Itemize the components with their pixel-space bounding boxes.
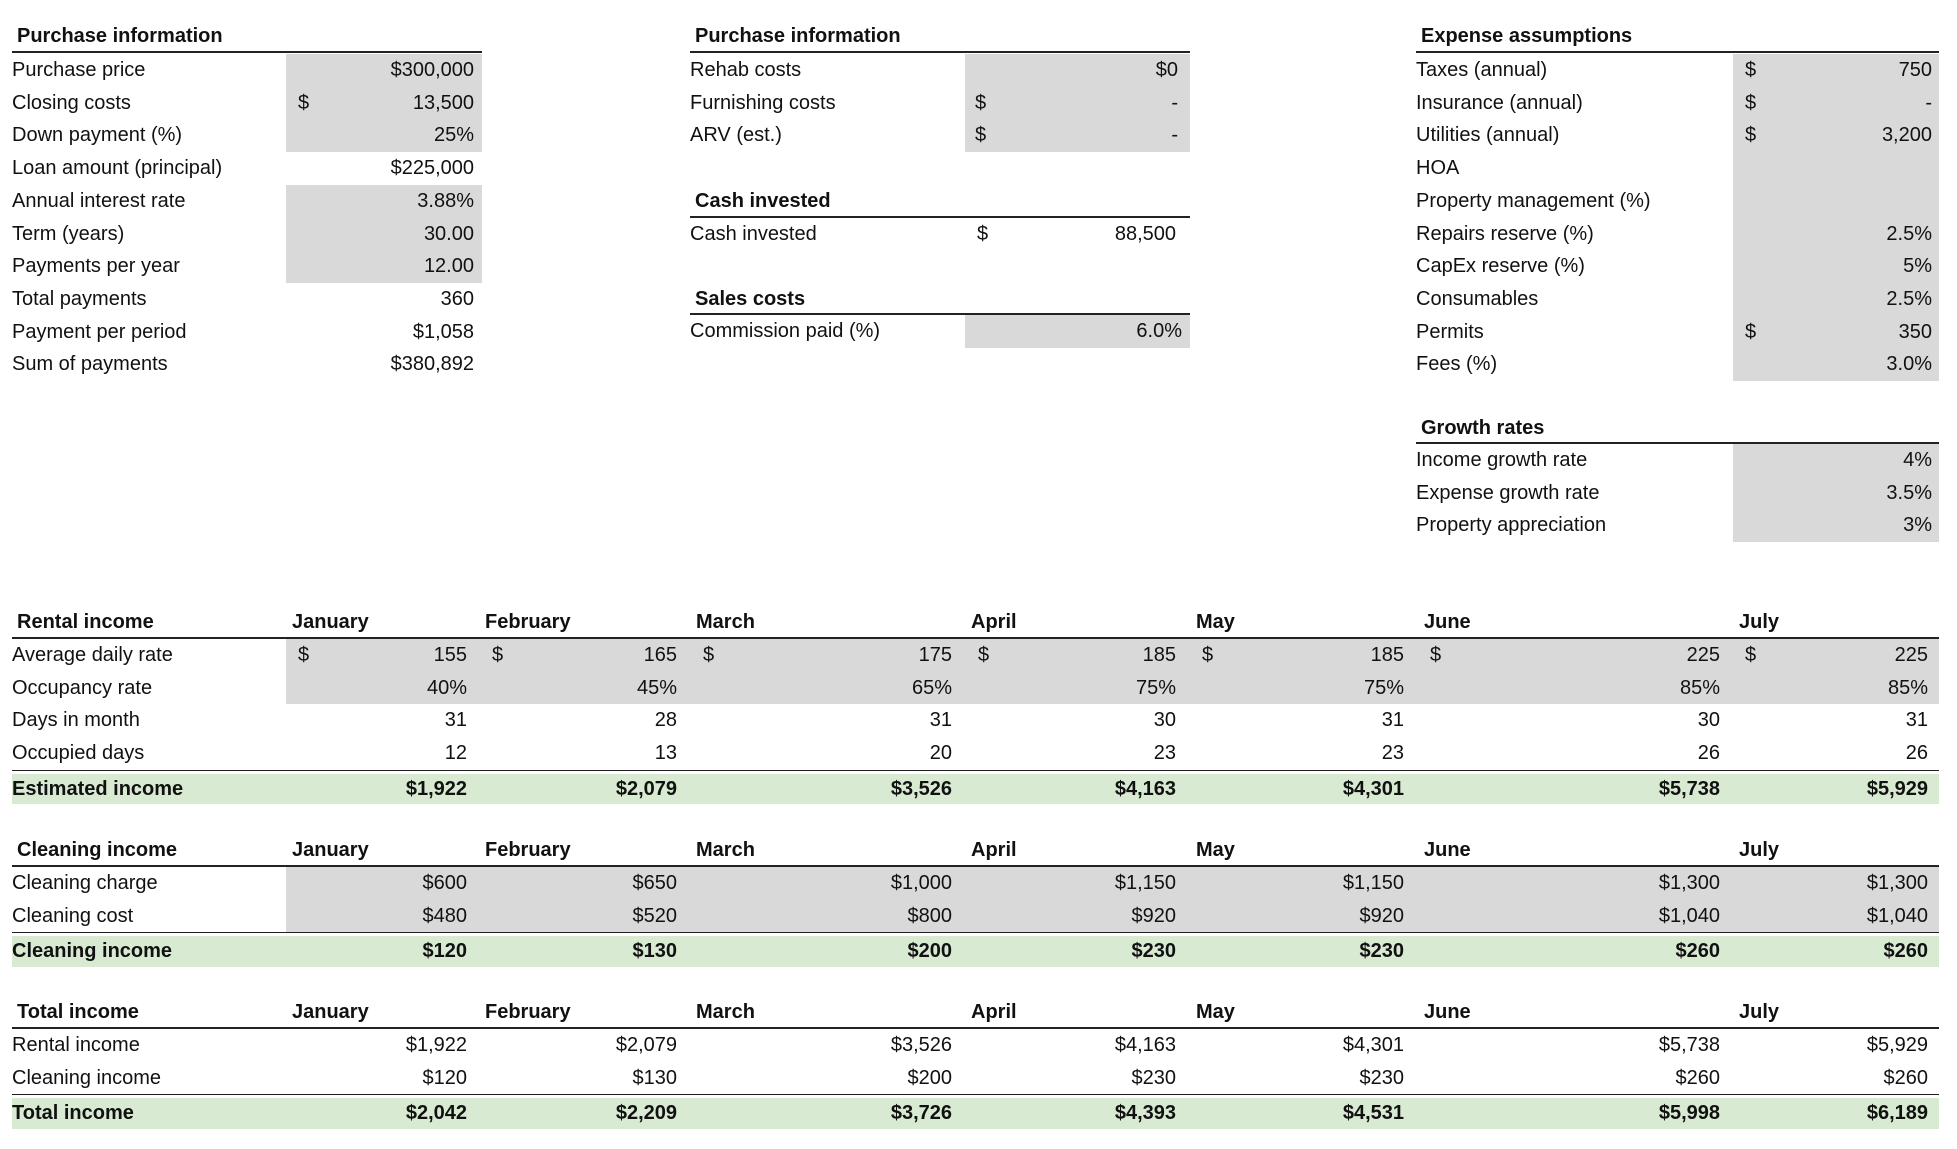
- rental-row-value: 31: [444, 709, 467, 732]
- cleaning-row-value[interactable]: $800: [907, 904, 952, 927]
- total-income-row-value: $130: [632, 1066, 677, 1089]
- cash-invested-label: Cash invested: [690, 223, 817, 245]
- month-header: January: [292, 1001, 369, 1023]
- month-header: February: [485, 611, 571, 633]
- purchase-row-value[interactable]: 25%: [433, 124, 474, 147]
- rental-row-value[interactable]: 85%: [1679, 676, 1720, 699]
- growth-rates-title: Growth rates: [1421, 417, 1545, 439]
- rental-row-value: 26: [1697, 742, 1720, 765]
- month-header: May: [1196, 1001, 1235, 1023]
- rental-row-value[interactable]: 45%: [636, 676, 677, 699]
- purchase-row-label: Payment per period: [12, 320, 187, 343]
- currency-symbol: $: [975, 124, 987, 147]
- cleaning-income-total-value: $260: [1883, 940, 1928, 963]
- rental-row-value: 26: [1905, 742, 1928, 765]
- total-income-row-value: $4,163: [1114, 1034, 1176, 1056]
- purchase-row-value[interactable]: -: [1171, 91, 1178, 114]
- rental-income-title: Rental income: [17, 611, 154, 633]
- rental-row-label: Occupancy rate: [12, 676, 153, 699]
- purchase-row-label: Rehab costs: [690, 59, 802, 81]
- expense-row-label: Property management (%): [1416, 189, 1651, 212]
- month-header: June: [1424, 1001, 1471, 1023]
- purchase-row-label: Down payment (%): [12, 124, 183, 147]
- rental-row-value[interactable]: 155: [433, 644, 467, 666]
- expense-row-label: Permits: [1416, 320, 1484, 343]
- expense-row-value[interactable]: 2.5%: [1886, 222, 1932, 245]
- total-income-title: Total income: [17, 1001, 139, 1023]
- total-income-row-value: $5,738: [1658, 1034, 1720, 1056]
- purchase-info-title: Purchase information: [17, 25, 223, 47]
- currency-symbol: $: [298, 91, 310, 114]
- expense-row-label: HOA: [1416, 157, 1460, 180]
- rental-row-value: 13: [654, 742, 677, 765]
- month-header: January: [292, 839, 369, 861]
- purchase-row-value: $225,000: [390, 157, 474, 180]
- expense-row-value[interactable]: [1712, 152, 1932, 185]
- estimated-income-value: $3,526: [890, 777, 952, 800]
- purchase-row-label: Total payments: [12, 287, 147, 310]
- total-income-row-value: $200: [907, 1066, 952, 1089]
- cleaning-row-value[interactable]: $920: [1131, 904, 1176, 927]
- rental-row-label: Days in month: [12, 709, 140, 732]
- month-header: March: [696, 611, 755, 633]
- currency-symbol: $: [1745, 124, 1757, 147]
- estimated-income-value: $5,929: [1866, 777, 1928, 800]
- total-income-row-value: $120: [422, 1066, 467, 1089]
- currency-symbol: $: [703, 644, 715, 666]
- currency-symbol: $: [492, 644, 504, 666]
- rental-row-value[interactable]: 225: [1686, 644, 1720, 666]
- purchase-row-value[interactable]: -: [1171, 124, 1178, 147]
- purchase-row-value: 360: [440, 287, 474, 310]
- month-header: January: [292, 611, 369, 633]
- rental-row-value: 23: [1153, 742, 1176, 765]
- growth-row-value[interactable]: 4%: [1903, 449, 1932, 471]
- currency-symbol: $: [975, 91, 987, 114]
- currency-symbol: $: [1745, 644, 1757, 666]
- rental-row-value: 30: [1697, 709, 1720, 732]
- month-header: July: [1739, 611, 1780, 633]
- estimated-income-value: $2,079: [615, 777, 677, 800]
- rental-row-value[interactable]: 75%: [1363, 676, 1404, 699]
- purchase-row-label: Sum of payments: [12, 353, 168, 376]
- cleaning-income-total-value: $130: [632, 940, 677, 963]
- total-income-row-value: $260: [1883, 1066, 1928, 1089]
- cleaning-row-value[interactable]: $1,150: [1342, 872, 1404, 894]
- month-header: April: [971, 1001, 1017, 1023]
- expense-row-value[interactable]: 2.5%: [1886, 287, 1932, 310]
- cleaning-income-total-value: $230: [1131, 940, 1176, 963]
- cash-invested-title: Cash invested: [695, 190, 831, 212]
- total-income-row-value: $2,079: [615, 1034, 677, 1056]
- purchase-row-value: $380,892: [390, 353, 474, 376]
- total-income-row-label: Rental income: [12, 1034, 140, 1056]
- rental-row-value: 31: [1905, 709, 1928, 732]
- rental-row-value[interactable]: 185: [1370, 644, 1404, 666]
- total-income-row-value: $230: [1131, 1066, 1176, 1089]
- currency-symbol: $: [1745, 59, 1757, 81]
- month-header: June: [1424, 611, 1471, 633]
- cash-invested-value: 88,500: [1114, 223, 1176, 245]
- cleaning-income-total-value: $120: [422, 940, 467, 963]
- header-rule: [12, 51, 482, 53]
- cleaning-row-value[interactable]: $1,150: [1114, 872, 1176, 894]
- cleaning-row-value[interactable]: $1,300: [1658, 872, 1720, 894]
- total-income-row-value: $230: [1359, 1066, 1404, 1089]
- cleaning-row-value[interactable]: $1,000: [890, 872, 952, 894]
- purchase-row-value[interactable]: $300,000: [390, 59, 474, 81]
- expense-row-label: Taxes (annual): [1416, 59, 1548, 81]
- month-header: July: [1739, 1001, 1780, 1023]
- growth-row-label: Income growth rate: [1416, 449, 1588, 471]
- purchase-row-value[interactable]: 3.88%: [417, 189, 474, 212]
- rental-row-value: 12: [444, 742, 467, 765]
- growth-row-value[interactable]: 3%: [1903, 514, 1932, 537]
- month-header: June: [1424, 839, 1471, 861]
- cleaning-row-value[interactable]: $600: [422, 872, 467, 894]
- expense-row-value[interactable]: 3,200: [1881, 124, 1932, 147]
- expense-row-label: Insurance (annual): [1416, 91, 1583, 114]
- rental-row-value[interactable]: 40%: [426, 676, 467, 699]
- expense-row-value[interactable]: 350: [1898, 320, 1932, 343]
- rental-row-value[interactable]: 85%: [1887, 676, 1928, 699]
- estimated-income-value: $4,163: [1114, 777, 1176, 800]
- purchase-row-value[interactable]: $0: [1155, 59, 1178, 81]
- cleaning-row-value[interactable]: $920: [1359, 904, 1404, 927]
- expense-row-label: Fees (%): [1416, 353, 1498, 376]
- total-income-value: $2,042: [405, 1102, 467, 1125]
- month-header: March: [696, 1001, 755, 1023]
- purchase-row-value: $1,058: [412, 320, 474, 343]
- cleaning-income-total-value: $230: [1359, 940, 1404, 963]
- expense-row-value[interactable]: 5%: [1903, 255, 1932, 278]
- purchase-row-label: Purchase price: [12, 59, 146, 81]
- commission-value[interactable]: 6.0%: [1136, 320, 1182, 342]
- month-header: May: [1196, 611, 1235, 633]
- rental-row-value: 30: [1153, 709, 1176, 732]
- rental-row-value[interactable]: 75%: [1135, 676, 1176, 699]
- month-header: May: [1196, 839, 1235, 861]
- total-income-value: $2,209: [615, 1102, 677, 1125]
- total-income-row-label: Cleaning income: [12, 1066, 161, 1089]
- total-income-row-value: $4,301: [1342, 1034, 1404, 1056]
- expense-row-label: Repairs reserve (%): [1416, 222, 1594, 245]
- cleaning-row-value[interactable]: $520: [632, 904, 677, 927]
- total-income-label: Total income: [12, 1102, 134, 1125]
- purchase-row-label: Loan amount (principal): [12, 157, 223, 180]
- purchase-row-label: Closing costs: [12, 91, 131, 114]
- expense-row-value[interactable]: [1712, 185, 1932, 218]
- expense-row-label: Consumables: [1416, 287, 1539, 310]
- rental-row-label: Average daily rate: [12, 644, 173, 666]
- expense-row-value[interactable]: 750: [1898, 59, 1932, 81]
- currency-symbol: $: [1202, 644, 1214, 666]
- header-rule: [1416, 51, 1939, 53]
- purchase-row-value[interactable]: 13,500: [412, 91, 474, 114]
- cleaning-row-value[interactable]: $480: [422, 904, 467, 927]
- rental-row-value[interactable]: 65%: [911, 676, 952, 699]
- cleaning-row-value[interactable]: $1,040: [1658, 904, 1720, 927]
- sales-costs-title: Sales costs: [695, 288, 806, 310]
- purchase-row-label: Furnishing costs: [690, 91, 836, 114]
- total-income-value: $5,998: [1658, 1102, 1720, 1125]
- total-income-value: $4,393: [1114, 1102, 1176, 1125]
- cleaning-row-value[interactable]: $650: [632, 872, 677, 894]
- total-income-row-value: $1,922: [405, 1034, 467, 1056]
- purchase-row-label: Term (years): [12, 222, 125, 245]
- cleaning-income-total-label: Cleaning income: [12, 940, 173, 963]
- estimated-income-label: Estimated income: [12, 777, 184, 800]
- estimated-income-value: $1,922: [405, 777, 467, 800]
- month-header: February: [485, 1001, 571, 1023]
- purchase-row-value[interactable]: 12.00: [423, 255, 474, 278]
- purchase-info-title: Purchase information: [695, 25, 901, 47]
- month-header: April: [971, 611, 1017, 633]
- total-income-row-value: $3,526: [890, 1034, 952, 1056]
- total-income-value: $6,189: [1866, 1102, 1928, 1125]
- month-header: February: [485, 839, 571, 861]
- total-income-row-value: $5,929: [1866, 1034, 1928, 1056]
- currency-symbol: $: [1745, 320, 1757, 343]
- rental-row-value: 31: [1381, 709, 1404, 732]
- purchase-row-value[interactable]: 30.00: [423, 222, 474, 245]
- rental-row-value: 20: [929, 742, 952, 765]
- month-header: July: [1739, 839, 1780, 861]
- rental-row-value: 28: [654, 709, 677, 732]
- estimated-income-value: $5,738: [1658, 777, 1720, 800]
- cleaning-row-value[interactable]: $1,300: [1866, 872, 1928, 894]
- purchase-row-label: Annual interest rate: [12, 189, 186, 212]
- purchase-row-label: ARV (est.): [690, 124, 782, 147]
- purchase-row-label: Payments per year: [12, 255, 180, 278]
- currency-symbol: $: [977, 223, 989, 245]
- rental-row-label: Occupied days: [12, 742, 145, 765]
- commission-label: Commission paid (%): [690, 320, 881, 342]
- total-income-value: $3,726: [890, 1102, 952, 1125]
- expense-row-value[interactable]: -: [1925, 91, 1932, 114]
- month-header: April: [971, 839, 1017, 861]
- rental-row-value: 31: [929, 709, 952, 732]
- cleaning-row-label: Cleaning charge: [12, 872, 158, 894]
- rental-row-value[interactable]: 225: [1894, 644, 1928, 666]
- cleaning-income-total-value: $260: [1675, 940, 1720, 963]
- cleaning-row-label: Cleaning cost: [12, 904, 134, 927]
- expense-row-label: Utilities (annual): [1416, 124, 1560, 147]
- growth-row-label: Expense growth rate: [1416, 481, 1600, 504]
- expense-row-value[interactable]: 3.0%: [1886, 353, 1932, 376]
- currency-symbol: $: [298, 644, 310, 666]
- growth-row-label: Property appreciation: [1416, 514, 1607, 537]
- expense-assumptions-title: Expense assumptions: [1421, 25, 1633, 47]
- currency-symbol: $: [1430, 644, 1442, 666]
- total-income-value: $4,531: [1342, 1102, 1404, 1125]
- currency-symbol: $: [1745, 91, 1757, 114]
- currency-symbol: $: [978, 644, 990, 666]
- expense-row-label: CapEx reserve (%): [1416, 255, 1585, 278]
- estimated-income-value: $4,301: [1342, 777, 1404, 800]
- rental-row-value: 23: [1381, 742, 1404, 765]
- month-header: March: [696, 839, 755, 861]
- header-rule: [690, 51, 1190, 53]
- total-income-row-value: $260: [1675, 1066, 1720, 1089]
- rental-row-value[interactable]: 185: [1142, 644, 1176, 666]
- cleaning-income-total-value: $200: [907, 940, 952, 963]
- growth-row-value[interactable]: 3.5%: [1886, 481, 1932, 504]
- cleaning-income-title: Cleaning income: [17, 839, 178, 861]
- rental-row-value[interactable]: 175: [918, 644, 952, 666]
- cleaning-row-value[interactable]: $1,040: [1866, 904, 1928, 927]
- rental-row-value[interactable]: 165: [643, 644, 677, 666]
